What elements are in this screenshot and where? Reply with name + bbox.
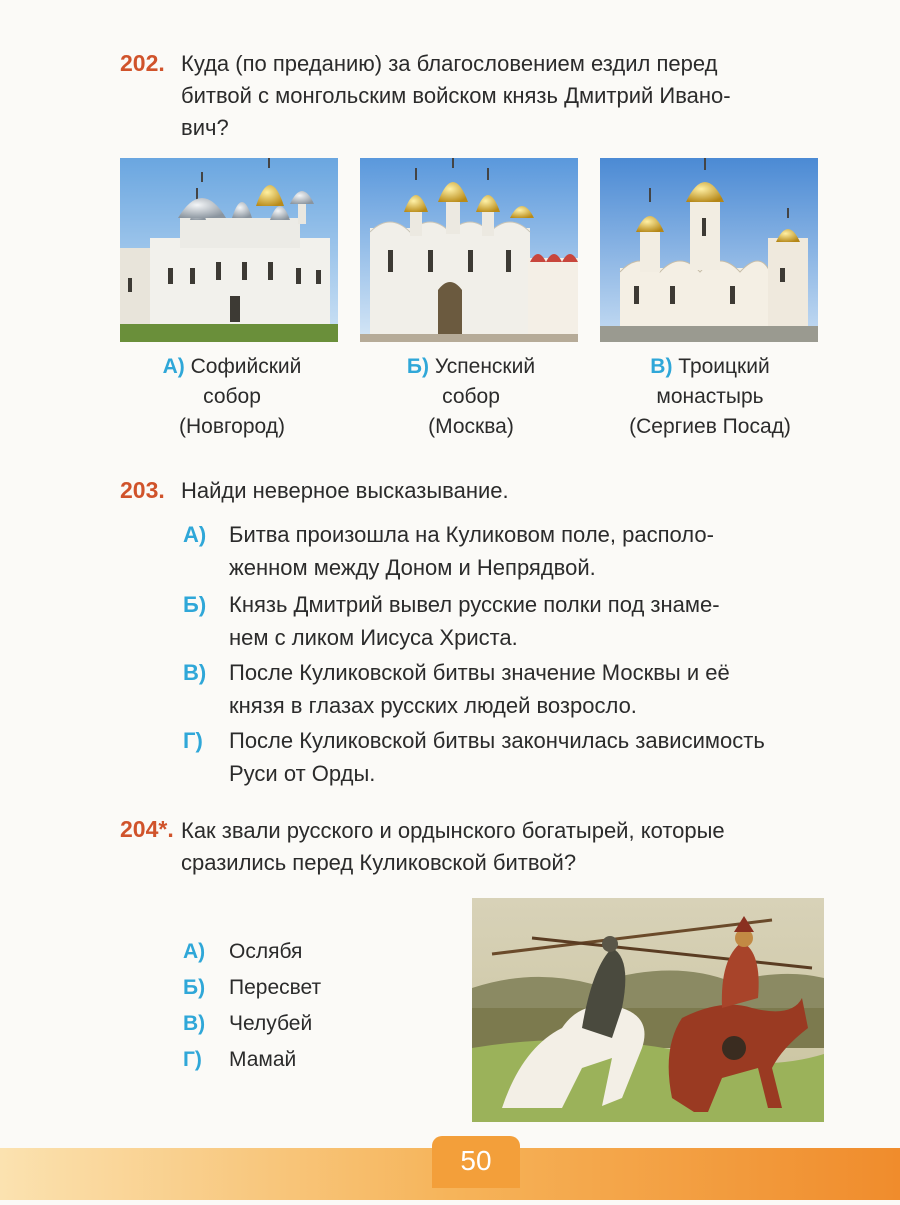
question-204-line-2: сразились перед Куликовской битвой? [181, 850, 577, 875]
q203-option-a-line-2: женном между Доном и Непрядвой. [229, 555, 596, 580]
q203-option-b-letter: Б) [183, 592, 207, 617]
q203-option-a-letter: А) [183, 522, 207, 547]
q204-option-b-text: Пересвет [229, 976, 322, 999]
question-202-text [181, 48, 822, 144]
option-c-title: Троицкий [678, 355, 770, 378]
question-204-text [181, 815, 822, 879]
q203-option-c-text [229, 656, 825, 722]
q204-option-a-text: Ослябя [229, 940, 303, 963]
q203-option-a-line-1: Битва произошла на Куликовом поле, располо- [229, 522, 714, 547]
q203-option-c-line-2: князя в глазах русских людей возросло. [229, 693, 637, 718]
question-202-number: 202. [120, 50, 165, 76]
option-a-line-3: (Новгород) [178, 415, 285, 438]
option-b-letter: Б) [406, 355, 429, 378]
q204-option-d-text: Мамай [229, 1048, 297, 1071]
q204-option-c-text: Челубей [229, 1012, 313, 1035]
option-b-line-1 [351, 352, 591, 382]
question-204-line-1: Как звали русского и ордынского богатырей, которые [181, 818, 725, 843]
q203-option-b-text [229, 588, 825, 654]
q203-option-d-text [229, 724, 825, 790]
q203-option-d-line-2: Руси от Орды. [229, 761, 376, 786]
q203-option-c-line-1: После Куликовской битвы значение Москвы и её [229, 660, 730, 685]
option-a-title: Софийский [190, 355, 302, 378]
question-204-number: 204*. [120, 816, 174, 842]
question-202-line-2: битвой с монгольским войском князь Дмитрий Ивано- [181, 83, 731, 108]
option-a-caption [112, 352, 352, 442]
page-number: 50 [432, 1136, 520, 1188]
trinity-monastery-photo [600, 158, 818, 342]
option-b-caption [351, 352, 591, 442]
question-203-text: Найди неверное высказывание. [181, 478, 509, 503]
warriors-duel-painting [472, 898, 824, 1122]
option-a-letter: А) [162, 355, 185, 378]
assumption-cathedral-photo [360, 158, 578, 342]
q203-option-c-letter: В) [183, 660, 207, 685]
question-202-line-1: Куда (по преданию) за благословением ездил перед [181, 51, 718, 76]
option-c-caption [590, 352, 830, 442]
sophia-cathedral-photo [120, 158, 338, 342]
option-a-line-1 [112, 352, 352, 382]
q204-option-d-letter: Г) [183, 1048, 202, 1071]
q203-option-a-text [229, 518, 825, 584]
q204-option-c-letter: В) [183, 1012, 206, 1035]
option-b-line-2: собор [442, 385, 500, 408]
option-b-line-3: (Москва) [428, 415, 514, 438]
option-a-line-2: собор [203, 385, 261, 408]
q203-option-d-letter: Г) [183, 728, 203, 753]
q204-option-b-letter: Б) [183, 976, 206, 999]
question-202-line-3: вич? [181, 115, 229, 140]
q203-option-b-line-2: нем с ликом Иисуса Христа. [229, 625, 518, 650]
option-b-title: Успенский [434, 355, 536, 378]
question-203-number: 203. [120, 477, 165, 503]
q203-option-b-line-1: Князь Дмитрий вывел русские полки под знаме- [229, 592, 720, 617]
q203-option-d-line-1: После Куликовской битвы закончилась зависимость [229, 728, 765, 753]
option-c-line-2: монастырь [656, 385, 764, 408]
option-c-line-3: (Сергиев Посад) [629, 415, 791, 438]
option-c-line-1 [590, 352, 830, 382]
q204-option-a-letter: А) [183, 940, 206, 963]
option-c-letter: В) [650, 355, 673, 378]
